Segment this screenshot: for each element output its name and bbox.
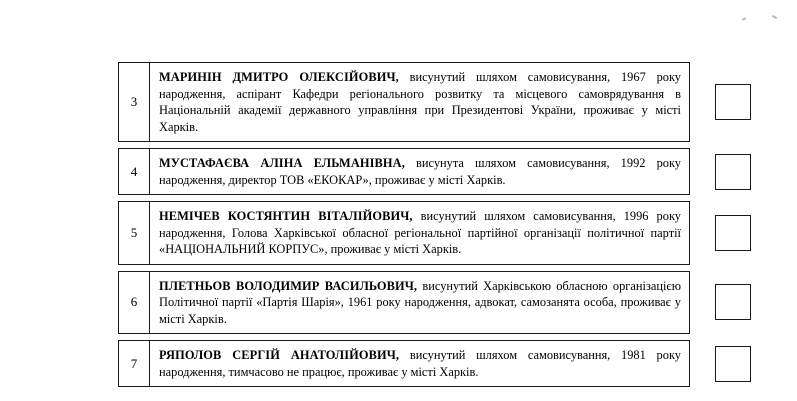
candidate-name: НЕМІЧЕВ КОСТЯНТИН ВІТАЛІЙОВИЧ, xyxy=(159,209,413,223)
candidate-number: 3 xyxy=(118,62,149,142)
table-row xyxy=(118,340,764,387)
candidate-info xyxy=(149,62,690,142)
candidate-description: висунутий шляхом самовисування, 1967 року народження, аспірант Кафедри регіонального розвитку та місцевого самоврядування в Національній академії державного управління при Президентові України, проживає у місті Харків. xyxy=(159,70,682,134)
vote-checkbox[interactable] xyxy=(715,346,751,382)
vote-checkbox[interactable] xyxy=(715,215,751,251)
candidate-info xyxy=(149,340,690,387)
scan-artifact-speck xyxy=(772,15,777,19)
vote-box-cell xyxy=(690,340,764,387)
candidate-description: висунутий шляхом самовисування, 1981 року народження, тимчасово не працює, проживає у місті Харків. xyxy=(159,348,681,379)
vote-box-cell xyxy=(690,62,764,142)
vote-checkbox[interactable] xyxy=(715,154,751,190)
vote-box-cell xyxy=(690,201,764,265)
table-row xyxy=(118,62,764,142)
candidate-number: 4 xyxy=(118,148,149,195)
vote-box-cell xyxy=(690,271,764,335)
candidate-name: РЯПОЛОВ СЕРГІЙ АНАТОЛІЙОВИЧ, xyxy=(159,348,400,362)
candidate-description: висунута шляхом самовисування, 1992 року народження, директор ТОВ «ЕКОКАР», проживає у місті Харків. xyxy=(159,156,682,187)
candidate-info xyxy=(149,201,690,265)
candidate-name: ПЛЕТНЬОВ ВОЛОДИМИР ВАСИЛЬОВИЧ, xyxy=(159,278,418,293)
candidate-info xyxy=(149,148,690,195)
candidate-info xyxy=(149,271,690,335)
candidate-number: 5 xyxy=(118,201,149,265)
table-row xyxy=(118,148,764,195)
table-row xyxy=(118,271,764,335)
candidate-name: МАРИНІН ДМИТРО ОЛЕКСІЙОВИЧ, xyxy=(159,70,399,84)
candidate-description: висунутий шляхом самовисування, 1996 року народження, Голова Харківської обласної регіональної партійної організації політичної партії «НАЦІОНАЛЬНИЙ КОРПУС», проживає у місті Харків. xyxy=(159,209,681,256)
vote-checkbox[interactable] xyxy=(715,84,751,120)
candidate-number: 7 xyxy=(118,340,149,387)
candidate-name: МУСТАФАЄВА АЛІНА ЕЛЬМАНІВНА, xyxy=(159,156,405,170)
vote-checkbox[interactable] xyxy=(715,284,751,320)
candidate-description: висунутий Харківською обласною організацією Політичної партії «Партія Шарія», 1961 року народження, адвокат, самозанята особа, проживає у місті Харків. xyxy=(159,278,681,326)
candidate-list xyxy=(118,62,764,393)
candidate-number: 6 xyxy=(118,271,149,335)
scan-artifact-speck xyxy=(742,17,746,21)
vote-box-cell xyxy=(690,148,764,195)
table-row xyxy=(118,201,764,265)
